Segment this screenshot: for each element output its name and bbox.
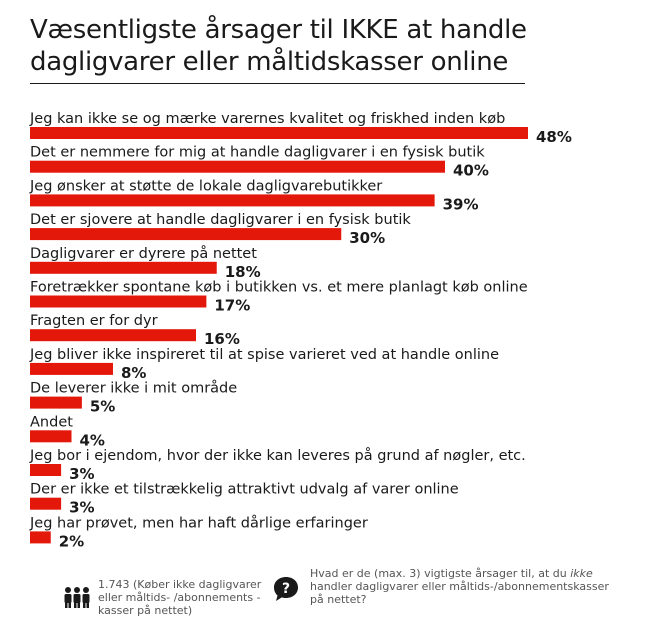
value-label: 48% [536,128,572,146]
bar [30,498,61,510]
category-label: Der er ikke et tilstrækkelig attraktivt udvalg af varer online [30,481,459,498]
bar [30,127,528,139]
value-label: 39% [442,195,479,214]
respondents-note: 1.743 (Køber ikke dagligvarer eller måltids- /abonnements -kasser på nettet) [98,578,262,617]
category-label: Jeg bor i ejendom, hvor der ikke kan leveres på grund af nøgler, etc. [30,448,526,464]
value-label: 16% [204,330,240,349]
bar [30,329,196,341]
category-label: Foretrækker spontane køb i butikken vs. et mere planlagt køb online [30,279,528,296]
chart-title: Væsentligste årsager til IKKE at handle dagligvarer eller måltidskasser online [30,15,527,77]
category-label: Jeg kan ikke se og mærke varernes kvalitet og friskhed inden køb [30,111,506,127]
bar [30,363,113,375]
value-label: 5% [89,397,116,416]
category-label: Fragten er for dyr [30,313,158,330]
bar [30,262,217,274]
category-label: Det er sjovere at handle dagligvarer i en fysisk butik [30,212,411,229]
svg-text:?: ? [281,581,291,597]
category-label: Andet [30,414,73,431]
question-bubble-icon [272,575,300,603]
people-icon [62,586,92,608]
bar [30,228,341,240]
bar [30,531,51,543]
value-label: 4% [79,431,105,450]
bar [30,161,445,173]
category-label: Jeg ønsker at støtte de lokale dagligvarebutikker [30,178,383,195]
value-label: 17% [214,296,251,315]
category-label: Jeg har prøvet, men har haft dårlige erfaringer [30,515,368,532]
survey-question-part1: Hvad er de (max. 3) vigtigste årsager til, at du [310,567,571,580]
value-label: 40% [453,161,489,180]
survey-question-part2: handler dagligvarer eller måltids-/abonnementskasser på nettet? [310,580,609,606]
value-label: 8% [121,363,147,382]
bar [30,194,435,206]
value-label: 2% [58,532,85,551]
category-label: Jeg bliver ikke inspireret til at spise varieret ved at handle online [30,346,499,363]
category-label: Det er nemmere for mig at handle dagligvarer i en fysisk butik [30,144,485,161]
survey-question-emphasis: ikke [570,567,593,580]
bar [30,296,206,308]
value-label: 18% [224,262,261,281]
value-label: 3% [69,498,95,517]
bar [30,430,72,442]
category-label: De leverer ikke i mit område [30,380,238,397]
value-label: 3% [69,465,95,483]
bar [30,464,61,476]
survey-question [310,567,610,606]
category-label: Dagligvarer er dyrere på nettet [30,245,257,262]
bar [30,397,82,409]
value-label: 30% [349,229,386,248]
